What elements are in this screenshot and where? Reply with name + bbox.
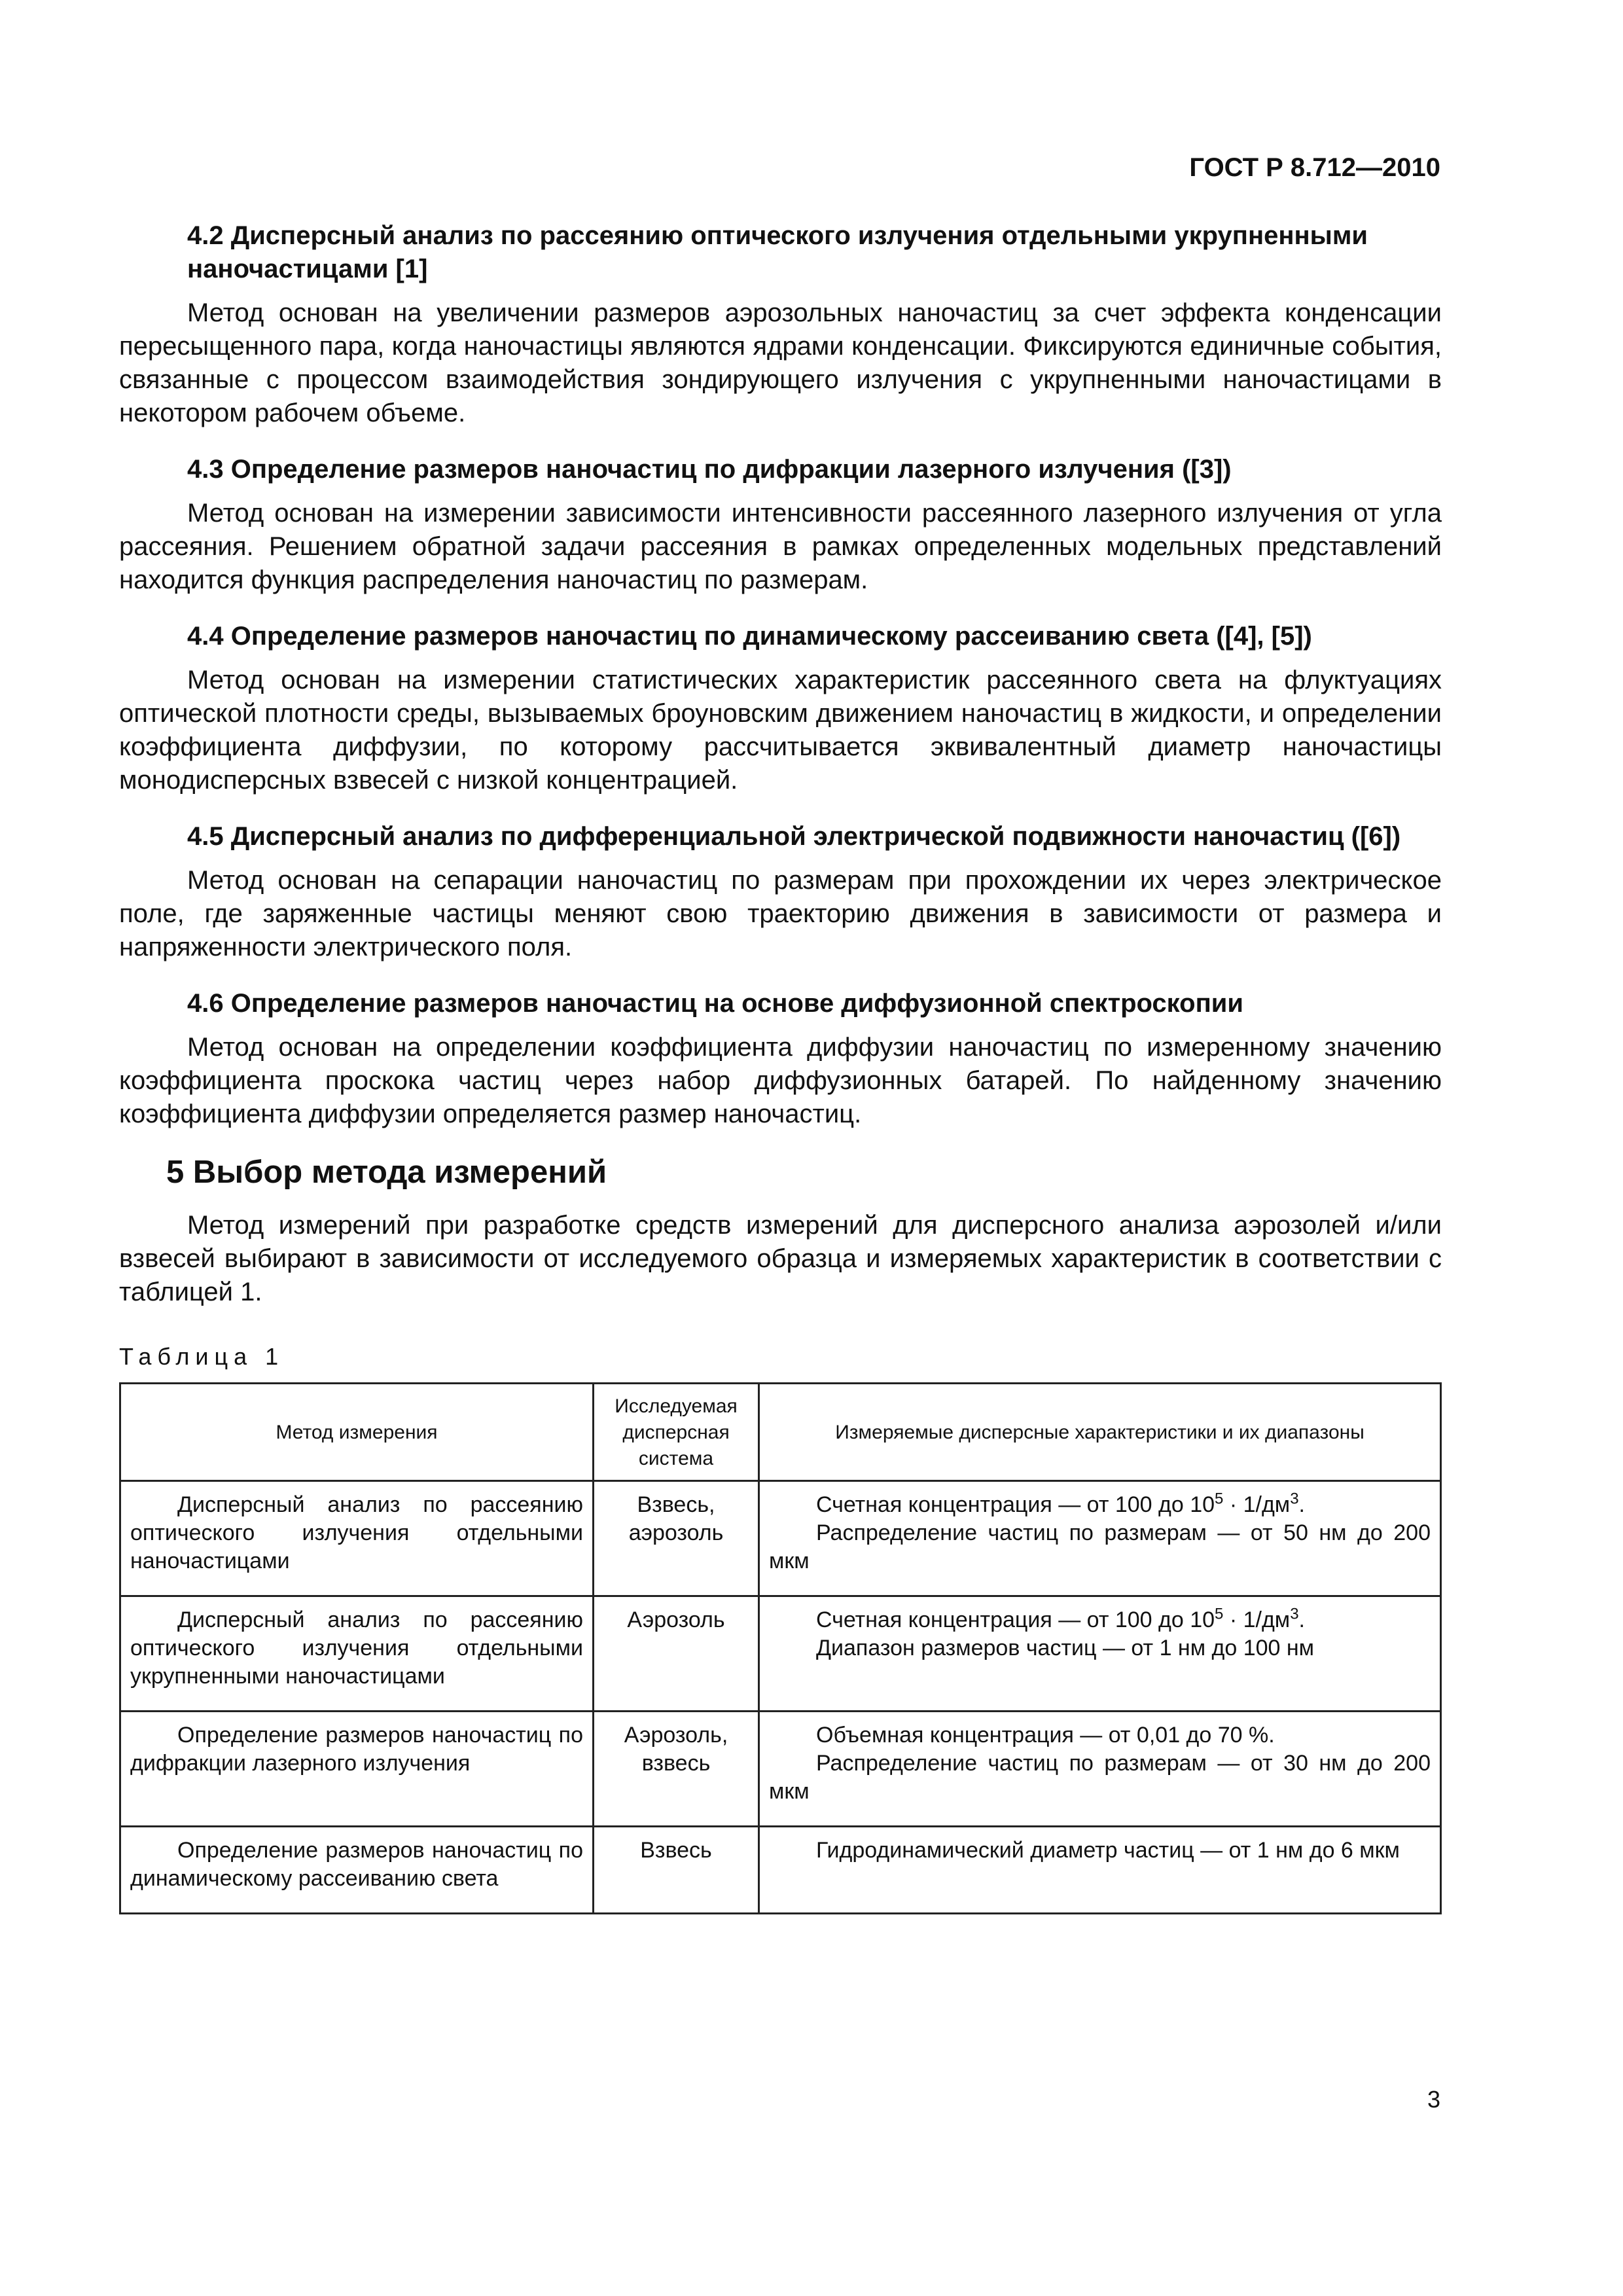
cell-characteristics bbox=[759, 1596, 1441, 1712]
characteristic-line: Гидродинамический диаметр частиц — от 1 нм до 6 мкм bbox=[816, 1838, 1400, 1863]
table-row bbox=[120, 1596, 1441, 1712]
cell-system: Взвесь bbox=[594, 1827, 759, 1914]
cell-method: Дисперсный анализ по рассеянию оптического излучения отдельными укрупненными наночастицами bbox=[120, 1596, 594, 1712]
header-system: Исследуемая дисперсная система bbox=[594, 1384, 759, 1481]
section-4-6-text: Метод основан на определении коэффициента диффузии наночастиц по измеренному значению коэффициента проскока частиц через набор диффузионных батарей. По найденному значению коэффициента диффузии определяется размер наночастиц. bbox=[119, 1033, 1442, 1128]
cell-method: Дисперсный анализ по рассеянию оптического излучения отдельными наночастицами bbox=[120, 1481, 594, 1596]
characteristic-line: Объемная концентрация — от 0,01 до 70 %. bbox=[816, 1723, 1275, 1748]
header-method: Метод измерения bbox=[120, 1384, 594, 1481]
section-4-3-text: Метод основан на измерении зависимости интенсивности рассеянного лазерного излучения от угла рассеяния. Решением обратной задачи рассеяния в рамках определенных модельных представлений находится функция распределения наночастиц по размерам. bbox=[119, 499, 1442, 594]
section-4-4-title: 4.4 Определение размеров наночастиц по динамическому рассеиванию света ([4], [5]) bbox=[187, 622, 1312, 651]
cell-characteristics bbox=[759, 1827, 1441, 1914]
section-4-5-title: 4.5 Дисперсный анализ по дифференциальной электрической подвижности наночастиц ([6]) bbox=[187, 822, 1401, 851]
characteristic-line: Распределение частиц по размерам — от 50 нм до 200 мкм bbox=[769, 1520, 1431, 1573]
page-number: 3 bbox=[1427, 2086, 1440, 2113]
cell-system: Аэрозоль bbox=[594, 1596, 759, 1712]
cell-characteristics bbox=[759, 1481, 1441, 1596]
methods-table bbox=[119, 1382, 1442, 1914]
section-4-3-title: 4.3 Определение размеров наночастиц по дифракции лазерного излучения ([3]) bbox=[187, 455, 1232, 484]
characteristic-line: Счетная концентрация — от 100 до $10^5 \cdot 1/дм^3$. bbox=[816, 1605, 1305, 1632]
table-header-row bbox=[120, 1384, 1441, 1481]
document-body bbox=[119, 219, 1442, 1914]
cell-method: Определение размеров наночастиц по динамическому рассеиванию света bbox=[120, 1827, 594, 1914]
cell-characteristics bbox=[759, 1712, 1441, 1827]
section-4-4-text: Метод основан на измерении статистических характеристик рассеянного света на флуктуациях оптической плотности среды, вызываемых броуновским движением наночастиц в жидкости, и определении коэффициента диффузии, по которому рассчитывается эквивалентный диаметр наночастицы монодисперсных взвесей с низкой концентрацией. bbox=[119, 666, 1442, 795]
section-4-5-text: Метод основан на сепарации наночастиц по размерам при прохождении их через электрическое поле, где заряженные частицы меняют свою траекторию движения в зависимости от размера и напряженности электрического поля. bbox=[119, 866, 1442, 961]
cell-system: Взвесь, аэрозоль bbox=[594, 1481, 759, 1596]
table-row bbox=[120, 1712, 1441, 1827]
characteristic-line: Распределение частиц по размерам — от 30 нм до 200 мкм bbox=[769, 1751, 1431, 1804]
chapter-5-text: Метод измерений при разработке средств измерений для дисперсного анализа аэрозолей и/или взвесей выбирают в зависимости от исследуемого образца и измеряемых характеристик в соответствии с таблицей 1. bbox=[119, 1211, 1442, 1306]
chapter-5-title: 5 Выбор метода измерений bbox=[166, 1155, 607, 1190]
characteristic-line: Счетная концентрация — от 100 до $10^5 \cdot 1/дм^3$. bbox=[816, 1490, 1305, 1517]
table-row bbox=[120, 1481, 1441, 1596]
characteristic-line: Диапазон размеров частиц — от 1 нм до 100 нм bbox=[816, 1636, 1315, 1660]
header-characteristics: Измеряемые дисперсные характеристики и их диапазоны bbox=[759, 1384, 1441, 1481]
cell-method: Определение размеров наночастиц по дифракции лазерного излучения bbox=[120, 1712, 594, 1827]
table-row bbox=[120, 1827, 1441, 1914]
section-4-2-text: Метод основан на увеличении размеров аэрозольных наночастиц за счет эффекта конденсации пересыщенного пара, когда наночастицы являются ядрами конденсации. Фиксируются единичные события, связанные с процессом взаимодействия зондирующего излучения с укрупненными наночастицами в некотором рабочем объеме. bbox=[119, 298, 1442, 427]
table-label: Таблица 1 bbox=[119, 1343, 285, 1370]
section-4-6-title: 4.6 Определение размеров наночастиц на основе диффузионной спектроскопии bbox=[187, 989, 1243, 1018]
document-code: ГОСТ Р 8.712—2010 bbox=[1189, 153, 1440, 182]
section-4-2-title: 4.2 Дисперсный анализ по рассеянию оптического излучения отдельными укрупненными наночастицами [1] bbox=[187, 221, 1368, 283]
cell-system: Аэрозоль, взвесь bbox=[594, 1712, 759, 1827]
